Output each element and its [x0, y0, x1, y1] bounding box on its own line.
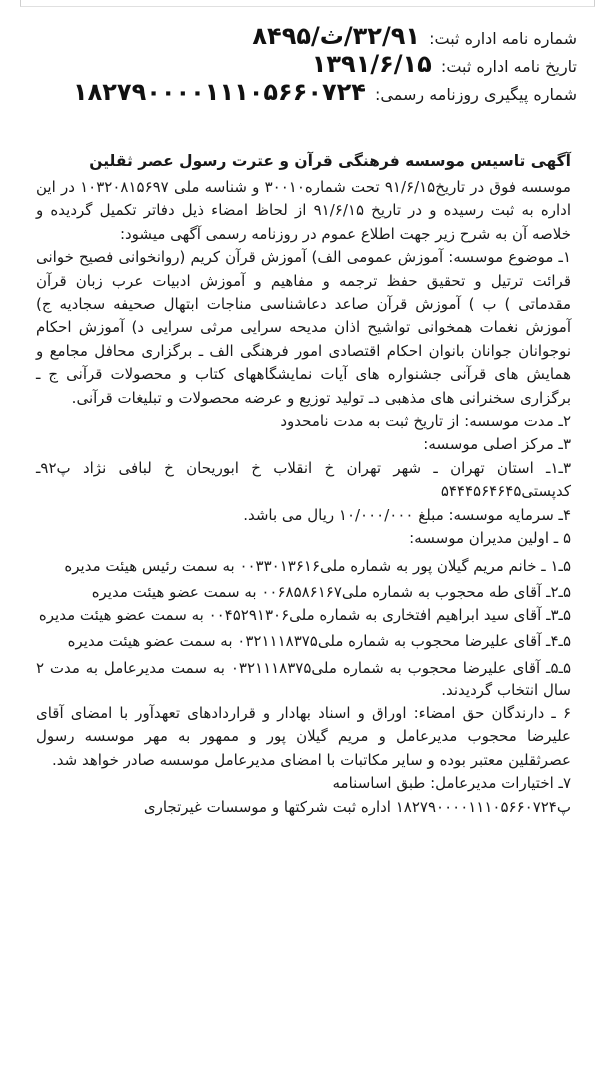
notice-title: آگهی تاسیس موسسه فرهنگی قرآن و عترت رسول عصر ثقلین — [89, 152, 571, 170]
notice-intro: موسسه فوق در تاریخ۹۱/۶/۱۵ تحت شماره۳۰۰۱۰ و شناسه ملی ۱۰۳۲۰۸۱۵۶۹۷ در این اداره به ثبت رسیده و در تاریخ ۹۱/۶/۱۵ از لحاظ امضاء ذیل دفاتر تکمیل گردیده و خلاصه آن به شرح زیر جهت اطلاع عموم در روزنامه رسمی آگهی میشود: — [36, 178, 571, 243]
notice-item-capital: ۴ـ سرمایه موسسه: مبلغ ۱۰/۰۰۰/۰۰۰ ریال می باشد. — [243, 505, 571, 524]
notice-item-headquarters: ۳ـ مرکز اصلی موسسه: — [423, 435, 571, 454]
registration-header — [36, 22, 577, 106]
notice-item-director-2: ۵ـ۲ـ آقای طه محجوب به شماره ملی۰۰۶۸۵۸۶۱۶۷ به سمت عضو هیئت مدیره — [91, 583, 571, 602]
registration-number-value: ۳۲/۹۱/ث/۸۴۹۵ — [252, 22, 421, 50]
notice-item-signatories: ۶ ـ دارندگان حق امضاء: اوراق و اسناد بهادار و قراردادهای تعهدآور با امضای آقای علیرضا محجوب مدیرعامل و مریم گیلان پور و ممهور به مهر موسسه رسول عصرثقلین معتبر بوده و سایر مکاتبات با امضای مدیرعامل موسسه صادر خواهد شد. — [36, 704, 571, 769]
notice-item-director-1: ۵ـ۱ ـ خانم مریم گیلان پور به شماره ملی۰۰۳۳۰۱۳۶۱۶ به سمت رئیس هیئت مدیره — [64, 556, 571, 575]
registration-date-line — [36, 50, 577, 78]
notice-item-director-4: ۵ـ۴ـ آقای علیرضا محجوب به شماره ملی۰۳۲۱۱۱۸۳۷۵ به سمت عضو هیئت مدیره — [67, 632, 571, 651]
gazette-tracking-value: ۱۸۲۷۹۰۰۰۰۱۱۱۰۵۶۶۰۷۲۴ — [72, 78, 366, 106]
registration-number-line — [36, 22, 577, 50]
notice-item-duration: ۲ـ مدت موسسه: از تاریخ ثبت به مدت نامحدود — [280, 412, 571, 431]
gazette-tracking-label: شماره پیگیری روزنامه رسمی: — [375, 85, 577, 104]
registration-number-label: شماره نامه اداره ثبت: — [429, 29, 577, 48]
page-top-edge — [20, 0, 595, 7]
notice-item-director-5: ۵ـ۵ـ آقای علیرضا محجوب به شماره ملی۰۳۲۱۱۱۸۳۷۵ به سمت مدیرعامل به مدت ۲ سال انتخاب گردیدند. — [36, 658, 571, 700]
notice-item-ceo-authority: ۷ـ اختیارات مدیرعامل: طبق اساسنامه — [332, 774, 571, 793]
notice-item-footer-reference: پ۱۸۲۷۹۰۰۰۰۱۱۱۰۵۶۶۰۷۲۴ اداره ثبت شرکتها و موسسات غیرتجاری — [143, 797, 571, 816]
notice-item-first-directors: ۵ ـ اولین مدیران موسسه: — [409, 529, 571, 548]
notice-item-director-3: ۵ـ۳ـ آقای سید ابراهیم افتخاری به شماره ملی۰۰۴۵۲۹۱۳۰۶ به سمت عضو هیئت مدیره — [38, 605, 571, 624]
registration-date-label: تاریخ نامه اداره ثبت: — [440, 57, 577, 76]
notice-item-address: ۳ـ۱ـ استان تهران ـ شهر تهران خ انقلاب خ ابوریحان خ لبافی نژاد پ۹۲ـ کدپستی۵۴۴۴۵۶۴۶۴۵ — [36, 458, 571, 501]
notice-item-subject: ۱ـ موضوع موسسه: آموزش عمومی الف) آموزش قرآن کریم (روانخوانی فصیح خوانی قرائت ترتیل و تحقیق حفظ ترجمه و مفاهیم و آموزش ادبیات عرب زبان قرآن مقدماتی ) ب ) آموزش قرآن صاعد دعاشناسی مناجات ابتهال صحیفه سجادیه ج) آموزش نغمات همخوانی تواشیح اذان مدیحه سرایی مرثی سرایی د) آموزش احکام نوجوانان جوانان بانوان احکام اقتصادی امور فرهنگی الف ـ برگزاری محافل مجامع و همایش های قرآنی جشنواره های آیات نمایشگاههای کتاب و محصولات قرآنی ج ـ برگزاری سخنرانی های مذهبی دـ تولید توزیع و عرضه محصولات و تبلیغات قرآنی. — [36, 248, 571, 407]
gazette-tracking-line — [36, 78, 577, 106]
registration-date-value: ۱۳۹۱/۶/۱۵ — [311, 50, 432, 78]
